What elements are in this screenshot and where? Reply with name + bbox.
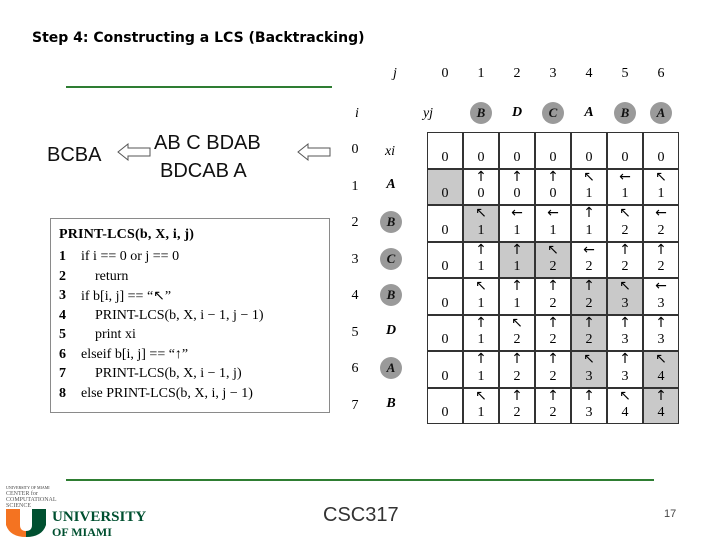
code-line-number: 3 (59, 288, 66, 303)
x-char-circled: A (380, 357, 402, 379)
table-cell (463, 132, 499, 169)
table-cell (571, 278, 607, 315)
bottom-divider (66, 479, 654, 481)
code-line-number: 5 (59, 327, 66, 342)
j-label: j (393, 66, 397, 81)
table-cell (427, 351, 463, 388)
arrow-icon: ↑ (475, 351, 487, 367)
code-line-number: 2 (59, 268, 66, 284)
arrow-icon: ↑ (583, 387, 595, 404)
i-index: 5 (351, 324, 359, 340)
table-cell (535, 315, 571, 352)
j-index: 4 (585, 66, 593, 81)
yj-label: yj (422, 106, 434, 121)
university-logo (6, 485, 156, 539)
cell-value: 0 (441, 368, 449, 384)
table-cell (427, 132, 463, 169)
cell-value: 1 (477, 295, 485, 311)
table-cell (427, 388, 463, 425)
table-cell (571, 242, 607, 279)
table-cell (499, 205, 535, 242)
cell-value: 4 (621, 405, 629, 420)
arrow-icon: ← (655, 205, 667, 221)
table-cell (463, 278, 499, 315)
cell-value: 0 (621, 149, 629, 165)
i-index: 4 (351, 288, 359, 303)
code-line-text: else PRINT-LCS(b, X, i, j − 1) (81, 385, 253, 401)
cell-value: 0 (441, 405, 449, 420)
table-cell (499, 315, 535, 352)
cell-value: 0 (441, 332, 449, 347)
table-cell (571, 351, 607, 388)
cell-value: 0 (513, 149, 521, 165)
table-cell (607, 132, 643, 169)
j-index: 5 (621, 66, 629, 81)
table-cell (643, 278, 679, 315)
arrow-icon: ↑ (547, 351, 559, 367)
arrow-icon: ← (583, 241, 595, 258)
cell-value: 0 (441, 259, 449, 274)
code-line-text: PRINT-LCS(b, X, i − 1, j) (81, 366, 242, 381)
table-cell (499, 388, 535, 425)
table-cell (643, 169, 679, 206)
table-cell (427, 278, 463, 315)
left-arrow-icon (296, 142, 332, 162)
table-cell (643, 351, 679, 388)
cell-value: 3 (657, 295, 665, 311)
i-label: i (355, 106, 359, 121)
cell-value: 0 (441, 149, 449, 165)
arrow-icon: ← (619, 168, 631, 185)
y-char-circled: B (470, 102, 492, 124)
arrow-icon: ↑ (583, 205, 595, 221)
table-cell (643, 205, 679, 242)
cell-value: 2 (513, 405, 521, 420)
table-cell (535, 205, 571, 242)
arrow-icon: ← (655, 278, 667, 294)
arrow-icon: ↑ (619, 314, 631, 331)
table-cell (643, 132, 679, 169)
cell-value: 2 (513, 332, 521, 347)
arrow-icon: ↖ (583, 168, 595, 185)
arrow-icon: ↑ (547, 314, 559, 331)
cell-value: 0 (441, 186, 449, 201)
table-cell (499, 132, 535, 169)
cell-value: 2 (585, 295, 593, 311)
arrow-icon: ↖ (619, 387, 631, 404)
code-line-text: if i == 0 or j == 0 (81, 249, 180, 264)
cell-value: 0 (513, 186, 521, 201)
cell-value: 4 (657, 368, 665, 384)
table-cell (643, 315, 679, 352)
x-char: B (386, 395, 396, 411)
logo-line-2: CENTER for COMPUTATIONAL SCIENCE (6, 491, 57, 509)
cell-value: 1 (585, 222, 593, 238)
arrow-icon: ↖ (475, 205, 487, 221)
table-cell (463, 351, 499, 388)
arrow-icon: ↑ (511, 278, 523, 294)
table-cell (535, 278, 571, 315)
table-cell (607, 205, 643, 242)
code-line-text: elseif b[i, j] == “↑” (81, 346, 189, 362)
cell-value: 0 (441, 295, 449, 311)
code-line-number: 1 (59, 249, 66, 264)
arrow-icon: ↑ (511, 387, 523, 404)
x-char-circled: B (380, 284, 402, 306)
i-index: 7 (351, 397, 359, 413)
table-cell (535, 351, 571, 388)
cell-value: 1 (513, 295, 521, 311)
arrow-icon: ↑ (583, 314, 595, 331)
arrow-icon: ↑ (547, 168, 559, 185)
table-cell (499, 242, 535, 279)
top-divider (66, 86, 332, 88)
arrow-icon: ↑ (619, 241, 631, 258)
cell-value: 2 (621, 222, 629, 238)
table-cell (427, 315, 463, 352)
slide-title: Step 4: Constructing a LCS (Backtracking) (32, 30, 365, 46)
sequence-y: BDCAB A (160, 160, 247, 182)
y-char: D (511, 105, 523, 120)
lcs-table (345, 60, 665, 420)
table-cell (571, 315, 607, 352)
j-index: 0 (441, 66, 449, 81)
table-cell (571, 132, 607, 169)
table-cell (427, 169, 463, 206)
arrow-icon: ← (511, 205, 523, 221)
arrow-icon: ↖ (475, 387, 487, 404)
table-cell (571, 205, 607, 242)
table-cell (607, 169, 643, 206)
table-cell (463, 205, 499, 242)
y-char-circled: C (542, 102, 564, 124)
code-line-number: 8 (59, 385, 66, 401)
cell-value: 2 (657, 259, 665, 274)
table-cell (535, 388, 571, 425)
arrow-icon: ↑ (547, 387, 559, 404)
cell-value: 0 (549, 149, 557, 165)
y-char-circled: B (614, 102, 636, 124)
cell-value: 2 (621, 259, 629, 274)
lcs-result: BCBA (47, 144, 102, 166)
arrow-icon: ↖ (511, 314, 523, 331)
x-char-circled: B (380, 211, 402, 233)
cell-value: 3 (585, 405, 593, 420)
cell-value: 0 (477, 149, 485, 165)
cell-value: 2 (549, 368, 557, 384)
cell-value: 1 (477, 368, 485, 384)
cell-value: 2 (513, 368, 521, 384)
code-line-text: PRINT-LCS(b, X, i − 1, j − 1) (81, 307, 264, 323)
table-cell (463, 242, 499, 279)
footer-course: CSC317 (323, 504, 399, 526)
code-line-number: 6 (59, 346, 66, 362)
table-cell (643, 242, 679, 279)
table-cell (607, 315, 643, 352)
cell-value: 0 (657, 149, 665, 165)
table-cell (499, 169, 535, 206)
xi-label: xi (384, 144, 396, 159)
cell-value: 1 (477, 332, 485, 347)
cell-value: 0 (477, 186, 485, 201)
cell-value: 4 (657, 405, 665, 420)
cell-value: 3 (621, 368, 629, 384)
logo-of-miami: OF MIAMI (52, 525, 112, 539)
arrow-icon: ↖ (655, 168, 667, 185)
arrow-icon: ↑ (655, 387, 667, 404)
cell-value: 3 (657, 332, 665, 347)
table-cell (607, 242, 643, 279)
arrow-icon: ↑ (475, 168, 487, 185)
cell-value: 1 (513, 259, 521, 274)
pseudocode-header: PRINT-LCS(b, X, i, j) (59, 227, 195, 242)
cell-value: 1 (477, 259, 485, 274)
arrow-icon: ↑ (547, 278, 559, 294)
table-cell (499, 351, 535, 388)
logo-line-1: UNIVERSITY OF MIAMI (6, 485, 50, 490)
x-char: D (385, 322, 397, 338)
logo-university: UNIVERSITY (52, 509, 147, 525)
table-cell (535, 169, 571, 206)
j-index: 6 (657, 66, 665, 81)
code-line-text: print xi (81, 327, 136, 342)
arrow-icon: ↑ (655, 241, 667, 258)
table-cell (607, 351, 643, 388)
cell-value: 2 (549, 405, 557, 420)
cell-value: 0 (441, 222, 449, 238)
arrow-icon: ↑ (511, 168, 523, 185)
i-index: 1 (351, 178, 359, 194)
page-number: 17 (664, 508, 677, 520)
arrow-icon: ↑ (655, 314, 667, 331)
cell-value: 2 (549, 259, 557, 274)
arrow-icon: ↖ (619, 278, 631, 294)
u-logo-icon (6, 509, 50, 537)
cell-value: 2 (549, 332, 557, 347)
cell-value: 1 (549, 222, 557, 238)
arrow-icon: ↑ (475, 241, 487, 258)
arrow-icon: ↖ (619, 205, 631, 221)
arrow-icon: ↑ (475, 314, 487, 331)
table-cell (463, 315, 499, 352)
table-cell (463, 169, 499, 206)
table-cell (607, 278, 643, 315)
cell-value: 1 (585, 186, 593, 201)
i-index: 6 (351, 361, 359, 376)
table-cell (571, 169, 607, 206)
table-cell (571, 388, 607, 425)
cell-value: 0 (585, 149, 593, 165)
cell-value: 3 (585, 368, 593, 384)
cell-value: 2 (657, 222, 665, 238)
cell-value: 2 (585, 259, 593, 274)
cell-value: 3 (621, 332, 629, 347)
arrow-icon: ↖ (547, 241, 559, 258)
cell-value: 0 (549, 186, 557, 201)
sequence-x: AB C BDAB (154, 132, 261, 154)
code-line-number: 4 (59, 307, 66, 323)
code-line-text: return (81, 268, 129, 284)
print-lcs-pseudocode (50, 218, 330, 413)
arrow-icon: ↑ (619, 351, 631, 367)
arrow-icon: ↖ (655, 351, 667, 367)
table-cell (427, 205, 463, 242)
table-cell (535, 242, 571, 279)
table-cell (643, 388, 679, 425)
table-cell (499, 278, 535, 315)
cell-value: 1 (657, 186, 665, 201)
x-char: A (386, 176, 396, 192)
i-index: 3 (351, 251, 359, 267)
y-char: A (584, 105, 594, 120)
table-cell (535, 132, 571, 169)
cell-value: 2 (549, 295, 557, 311)
cell-value: 1 (621, 186, 629, 201)
arrow-icon: ↑ (583, 278, 595, 294)
cell-value: 1 (477, 405, 485, 420)
j-index: 1 (477, 66, 485, 81)
arrow-icon: ← (547, 205, 559, 221)
x-char-circled: C (380, 248, 402, 270)
code-line-text: if b[i, j] == “↖” (81, 289, 172, 304)
cell-value: 1 (477, 222, 485, 238)
arrow-icon: ↑ (511, 241, 523, 258)
i-index: 0 (351, 142, 359, 157)
code-line-number: 7 (59, 366, 66, 381)
cell-value: 3 (621, 295, 629, 311)
cell-value: 1 (513, 222, 521, 238)
arrow-icon: ↖ (583, 351, 595, 367)
table-cell (463, 388, 499, 425)
arrow-icon: ↖ (475, 278, 487, 294)
y-char-circled: A (650, 102, 672, 124)
j-index: 3 (549, 66, 557, 81)
cell-value: 2 (585, 332, 593, 347)
arrow-icon: ↑ (511, 351, 523, 367)
table-cell (427, 242, 463, 279)
left-arrow-icon (116, 142, 152, 162)
i-index: 2 (351, 215, 359, 230)
table-cell (607, 388, 643, 425)
j-index: 2 (513, 66, 521, 81)
